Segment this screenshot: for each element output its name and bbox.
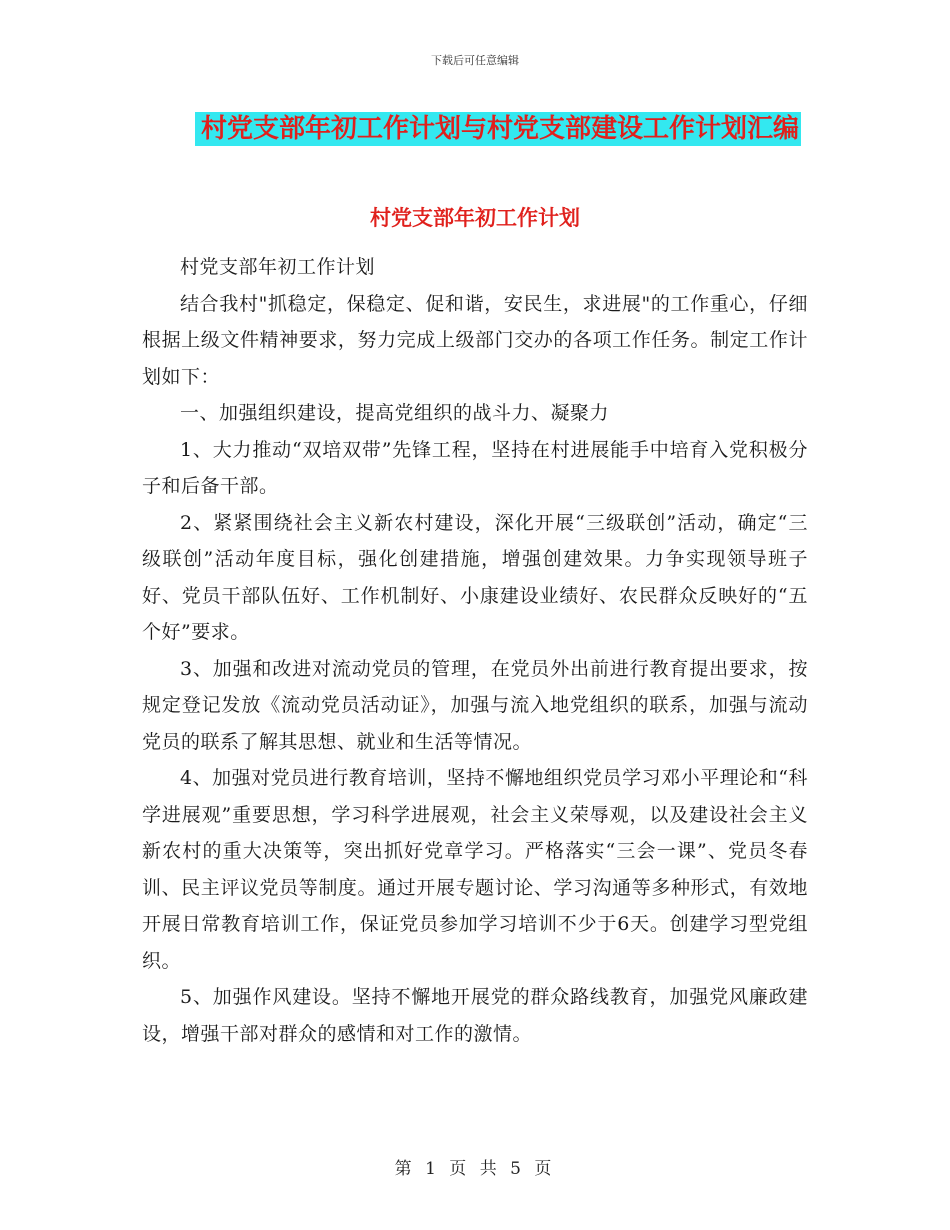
paragraph-item-5: 5、加强作风建设。坚持不懈地开展党的群众路线教育，加强党风廉政建设，增强干部对群众的感情和对工作的激情。	[142, 986, 808, 1045]
page-header-note: 下载后可任意编辑	[431, 54, 519, 67]
paragraph-item-1: 1、大力推动“双培双带”先锋工程，坚持在村进展能手中培育入党积极分子和后备干部。	[142, 438, 808, 497]
paragraph-item-3: 3、加强和改进对流动党员的管理，在党员外出前进行教育提出要求，按规定登记发放《流动党员活动证》，加强与流入地党组织的联系，加强与流动党员的联系了解其思想、就业和生活等情况。	[142, 657, 808, 753]
document-body	[142, 249, 808, 1052]
paragraph-item-4: 4、加强对党员进行教育培训，坚持不懈地组织党员学习邓小平理论和“科学进展观”重要思想，学习科学进展观，社会主义荣辱观，以及建设社会主义新农村的重大决策等，突出抓好党章学习。严格落实“三会一课”、党员冬春训、民主评议党员等制度。通过开展专题讨论、学习沟通等多种形式，有效地开展日常教育培训工作，保证党员参加学习培训不少于6天。创建学习型党组织。	[142, 767, 808, 972]
main-title-container	[0, 112, 950, 146]
paragraph-intro: 结合我村"抓稳定，保稳定、促和谐，安民生，求进展"的工作重心，仔细根据上级文件精神要求，努力完成上级部门交办的各项工作任务。制定工作计划如下：	[142, 292, 808, 388]
page-number: 第 1 页 共 5 页	[394, 1159, 556, 1179]
document-main-title: 村党支部年初工作计划与村党支部建设工作计划汇编	[195, 112, 801, 146]
paragraph-plan-title: 村党支部年初工作计划	[180, 256, 376, 278]
paragraph-item-2: 2、紧紧围绕社会主义新农村建设，深化开展“三级联创”活动，确定“三级联创”活动年度目标，强化创建措施，增强创建效果。力争实现领导班子好、党员干部队伍好、工作机制好、小康建设业绩好、农民群众反映好的“五个好”要求。	[142, 511, 808, 643]
section-title: 村党支部年初工作计划	[370, 205, 580, 230]
paragraph-heading-1: 一、加强组织建设，提高党组织的战斗力、凝聚力	[180, 402, 610, 424]
